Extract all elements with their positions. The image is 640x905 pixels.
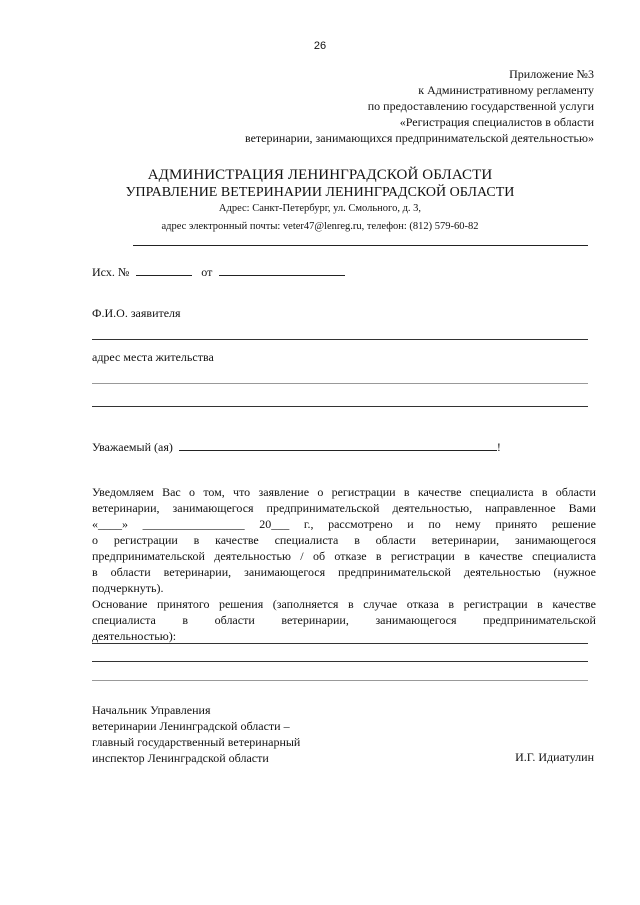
greeting-row xyxy=(92,439,501,455)
applicant-address-field-1[interactable] xyxy=(92,383,588,384)
notice-line: в области ветеринарии, занимающегося предпринимательской деятельностью (нужное xyxy=(92,565,596,579)
outgoing-date-field[interactable] xyxy=(219,264,345,276)
applicant-name-field[interactable] xyxy=(92,339,588,340)
notice-line: деятельностью): xyxy=(92,629,177,643)
org-address: Адрес: Санкт-Петербург, ул. Смольного, д. 3, xyxy=(218,203,422,214)
appendix-line-2: по предоставлению государственной услуги xyxy=(367,99,594,113)
reason-field-3[interactable] xyxy=(92,680,588,681)
notice-line: ветеринарии, занимающегося предпринимательской деятельностью, направленное Вами xyxy=(92,501,596,515)
appendix-line-3: «Регистрация специалистов в области xyxy=(399,115,594,129)
outgoing-date-label: от xyxy=(201,265,213,279)
greeting-label: Уважаемый (ая) xyxy=(92,440,173,454)
appendix-line-1: к Административному регламенту xyxy=(418,83,594,97)
page-number: 26 xyxy=(313,40,327,52)
signatory-name: И.Г. Идиатулин xyxy=(515,750,594,764)
dept-title: УПРАВЛЕНИЕ ВЕТЕРИНАРИИ ЛЕНИНГРАДСКОЙ ОБЛАСТИ xyxy=(125,185,515,200)
notice-line: о регистрации в качестве специалиста в области ветеринарии, занимающегося xyxy=(92,533,596,547)
reason-field-1[interactable] xyxy=(92,643,588,644)
reason-field-2[interactable] xyxy=(92,661,588,662)
greeting-name-field[interactable] xyxy=(179,439,497,451)
applicant-address-field-2[interactable] xyxy=(92,406,588,407)
notice-line: «____» _________________ 20___ г., рассмотрено и по нему принято решение xyxy=(92,517,596,531)
greeting-exclamation: ! xyxy=(496,440,501,454)
appendix-title: Приложение №3 xyxy=(509,67,594,81)
outgoing-number-label: Исх. № xyxy=(92,265,130,279)
appendix-line-4: ветеринарии, занимающихся предпринимательской деятельностью» xyxy=(244,131,594,145)
notice-paragraph xyxy=(92,484,596,644)
outgoing-number-field[interactable] xyxy=(136,264,192,276)
notice-line: специалиста в области ветеринарии, занимающегося предпринимательской xyxy=(92,613,596,627)
notice-line: подчеркнуть). xyxy=(92,581,164,595)
org-contacts: адрес электронный почты: veter47@lenreg.ru, телефон: (812) 579-60-82 xyxy=(161,221,479,232)
notice-line: Основание принятого решения (заполняется в случае отказа в регистрации в качестве xyxy=(92,597,596,611)
outgoing-row xyxy=(92,264,345,280)
org-title: АДМИНИСТРАЦИЯ ЛЕНИНГРАДСКОЙ ОБЛАСТИ xyxy=(147,167,493,183)
notice-line: Уведомляем Вас о том, что заявление о регистрации в качестве специалиста в области xyxy=(92,485,596,499)
applicant-name-label: Ф.И.О. заявителя xyxy=(92,306,181,320)
applicant-address-label: адрес места жительства xyxy=(92,350,214,364)
notice-line: предпринимательской деятельностью / об отказе в регистрации в качестве специалиста xyxy=(92,549,596,563)
signatory-position: Начальник Управления ветеринарии Ленинградской области – главный государственный ветеринарный инспектор Ленинградской области xyxy=(92,703,301,765)
header-divider xyxy=(133,245,588,246)
